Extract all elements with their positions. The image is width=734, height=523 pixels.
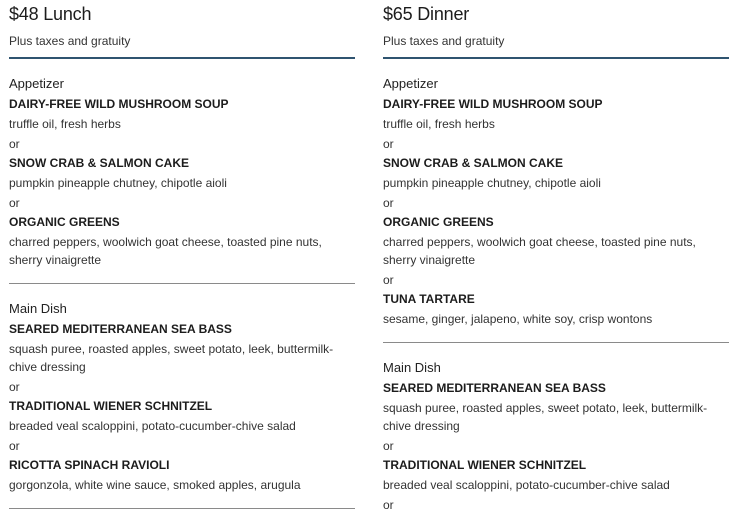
dish-name: TUNA TARTARE xyxy=(383,292,475,306)
dinner-title: $65 Dinner xyxy=(383,4,470,24)
section-label: Appetizer xyxy=(383,76,438,91)
dish-description: gorgonzola, white wine sauce, smoked apples, arugula xyxy=(9,478,301,492)
dish-name: SNOW CRAB & SALMON CAKE xyxy=(9,156,189,170)
dish-description: pumpkin pineapple chutney, chipotle aioli xyxy=(383,176,601,190)
dinner-appetizer-section xyxy=(383,59,729,343)
dish-description: truffle oil, fresh herbs xyxy=(383,117,495,131)
lunch-title: $48 Lunch xyxy=(9,4,92,24)
dish-name: RICOTTA SPINACH RAVIOLI xyxy=(9,458,170,472)
or-separator: or xyxy=(383,196,394,210)
section-label: Main Dish xyxy=(383,360,441,375)
section-label: Main Dish xyxy=(9,301,67,316)
lunch-menu xyxy=(9,0,355,509)
dish-description: breaded veal scaloppini, potato-cucumber-chive salad xyxy=(9,419,296,433)
or-separator: or xyxy=(383,137,394,151)
or-separator: or xyxy=(9,196,20,210)
dish-description: charred peppers, woolwich goat cheese, toasted pine nuts, sherry vinaigrette xyxy=(9,235,322,267)
dish-name: ORGANIC GREENS xyxy=(9,215,120,229)
dish-description: squash puree, roasted apples, sweet potato, leek, buttermilk-chive dressing xyxy=(9,342,334,374)
or-separator: or xyxy=(9,380,20,394)
dish-description: sesame, ginger, jalapeno, white soy, crisp wontons xyxy=(383,312,653,326)
or-separator: or xyxy=(9,439,20,453)
dish-name: SNOW CRAB & SALMON CAKE xyxy=(383,156,563,170)
dinner-menu xyxy=(383,0,729,513)
dish-name: SEARED MEDITERRANEAN SEA BASS xyxy=(383,381,606,395)
section-label: Appetizer xyxy=(9,76,64,91)
section-divider xyxy=(9,508,355,509)
dish-description: pumpkin pineapple chutney, chipotle aioli xyxy=(9,176,227,190)
dish-description: breaded veal scaloppini, potato-cucumber-chive salad xyxy=(383,478,670,492)
dinner-main-section xyxy=(383,343,729,513)
dish-name: DAIRY-FREE WILD MUSHROOM SOUP xyxy=(383,97,603,111)
lunch-appetizer-section xyxy=(9,59,355,284)
dish-name: DAIRY-FREE WILD MUSHROOM SOUP xyxy=(9,97,229,111)
dinner-subtitle: Plus taxes and gratuity xyxy=(383,34,505,48)
dish-name: SEARED MEDITERRANEAN SEA BASS xyxy=(9,322,232,336)
dish-name: ORGANIC GREENS xyxy=(383,215,494,229)
dish-description: squash puree, roasted apples, sweet potato, leek, buttermilk-chive dressing xyxy=(383,401,708,433)
dish-description: truffle oil, fresh herbs xyxy=(9,117,121,131)
or-separator: or xyxy=(9,137,20,151)
or-separator: or xyxy=(383,273,394,287)
or-separator: or xyxy=(383,498,394,512)
dish-name: TRADITIONAL WIENER SCHNITZEL xyxy=(9,399,213,413)
lunch-subtitle: Plus taxes and gratuity xyxy=(9,34,131,48)
or-separator: or xyxy=(383,439,394,453)
lunch-main-section xyxy=(9,284,355,509)
dish-name: TRADITIONAL WIENER SCHNITZEL xyxy=(383,458,587,472)
dish-description: charred peppers, woolwich goat cheese, toasted pine nuts, sherry vinaigrette xyxy=(383,235,696,267)
